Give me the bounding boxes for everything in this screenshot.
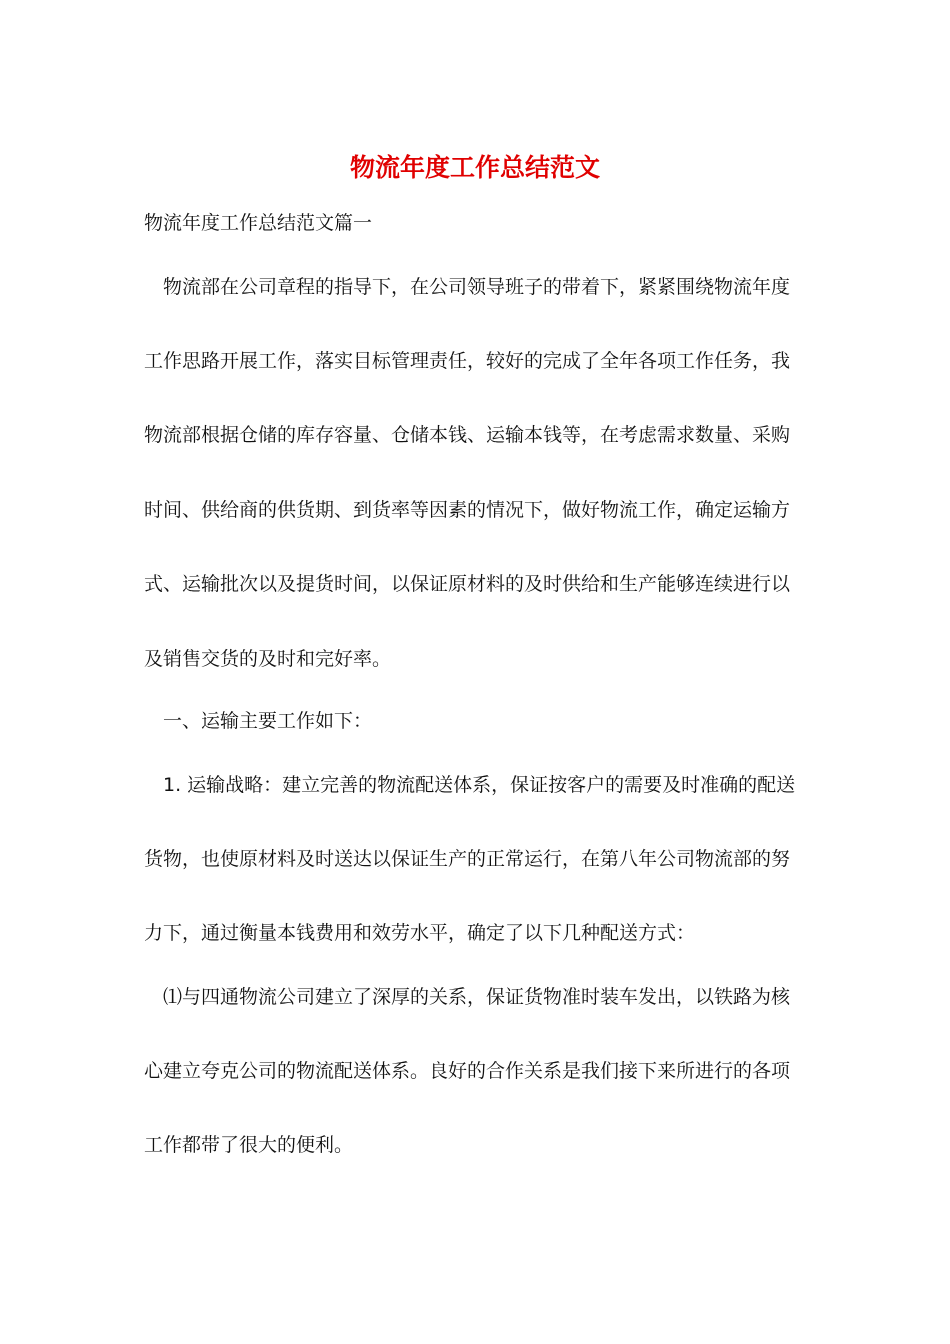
text-line: 工作思路开展工作，落实目标管理责任，较好的完成了全年各项工作任务，我 bbox=[144, 350, 791, 372]
text-line: 心建立夸克公司的物流配送体系。良好的合作关系是我们接下来所进行的各项 bbox=[144, 1060, 791, 1082]
text-line: 及销售交货的及时和完好率。 bbox=[144, 648, 392, 670]
text-line: 工作都带了很大的便利。 bbox=[144, 1134, 354, 1156]
text-line: 货物，也使原材料及时送达以保证生产的正常运行，在第八年公司物流部的努 bbox=[144, 848, 791, 870]
section-heading: 物流年度工作总结范文篇一 bbox=[144, 212, 373, 234]
text-line: 一、运输主要工作如下： bbox=[144, 710, 373, 732]
text-line: ⑴与四通物流公司建立了深厚的关系，保证货物准时装车发出，以铁路为核 bbox=[144, 986, 791, 1008]
text-line: 物流部根据仓储的库存容量、仓储本钱、运输本钱等，在考虑需求数量、采购 bbox=[144, 424, 791, 446]
text-line: 力下，通过衡量本钱费用和效劳水平，确定了以下几种配送方式： bbox=[144, 922, 696, 944]
text-line: 时间、供给商的供货期、到货率等因素的情况下，做好物流工作，确定运输方 bbox=[144, 499, 791, 521]
text-line: 式、运输批次以及提货时间，以保证原材料的及时供给和生产能够连续进行以 bbox=[144, 573, 791, 595]
document-title: 物流年度工作总结范文 bbox=[349, 153, 600, 182]
text-line: 物流部在公司章程的指导下，在公司领导班子的带着下，紧紧围绕物流年度 bbox=[144, 276, 791, 298]
text-line: 1. 运输战略：建立完善的物流配送体系，保证按客户的需要及时准确的配送 bbox=[144, 774, 796, 796]
